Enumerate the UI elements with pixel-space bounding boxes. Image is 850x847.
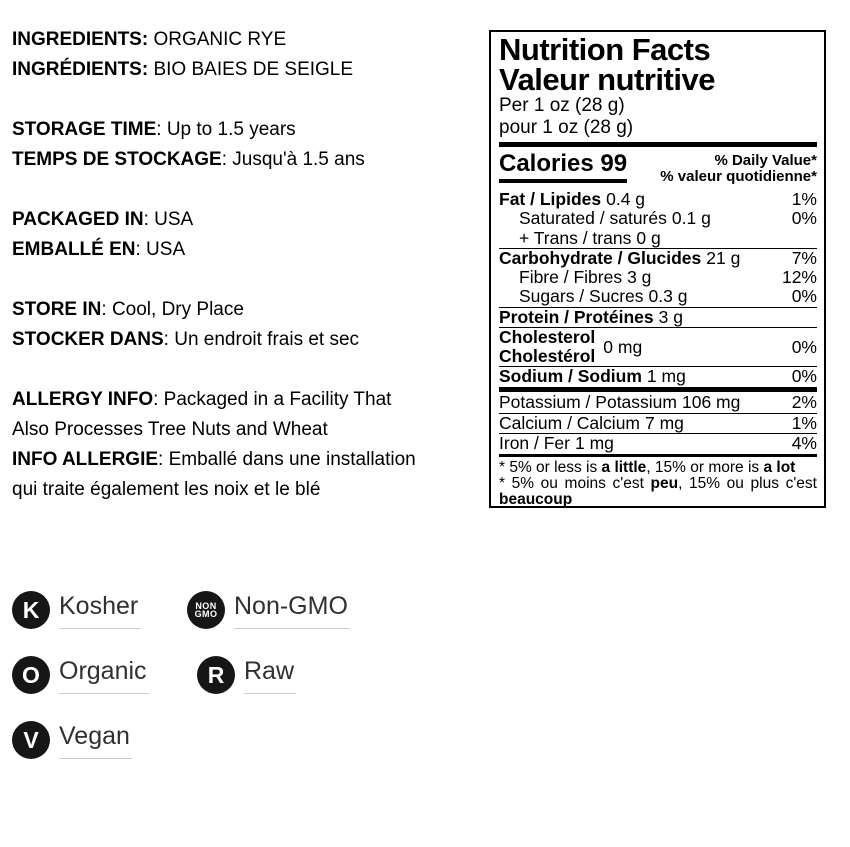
calories xyxy=(499,150,627,183)
nutrient-dv: 0% xyxy=(791,366,817,387)
divider-thick xyxy=(499,142,817,147)
ingredients-value-en: ORGANIC RYE xyxy=(148,29,287,50)
serving-size-fr: pour 1 oz (28 g) xyxy=(499,117,634,138)
ingredients-group xyxy=(12,25,480,85)
footnote-text: , 15% or more is xyxy=(646,459,764,477)
nutrient-row-sugars xyxy=(499,287,817,306)
nutrient-row-fat xyxy=(499,190,817,209)
nutrition-facts-label xyxy=(489,30,826,508)
nutrient-name: Potassium / Potassium xyxy=(499,392,677,413)
nutrient-amount: 1 mg xyxy=(646,366,686,387)
footnote-bold: peu xyxy=(650,475,679,493)
store-in-value-en: : Cool, Dry Place xyxy=(101,299,244,320)
badge-organic-label: Organic xyxy=(59,657,149,694)
nutrient-row-cholesterol xyxy=(499,328,817,366)
daily-value-header-en: % Daily Value* xyxy=(714,152,817,169)
footnote-bold: a little xyxy=(601,459,647,477)
badge-raw-label: Raw xyxy=(244,657,296,694)
organic-icon xyxy=(12,656,50,694)
nutrient-row-trans xyxy=(499,229,817,248)
product-info xyxy=(12,25,480,535)
serving-size-en: Per 1 oz (28 g) xyxy=(499,95,625,116)
nutrient-row-iron xyxy=(499,434,817,453)
nutrient-row-carbohydrate xyxy=(499,249,817,268)
nutrient-dv: 0% xyxy=(791,336,817,357)
packaged-in-value-en: : USA xyxy=(143,209,194,230)
nutrient-dv: 7% xyxy=(791,247,817,268)
nutrient-name: Saturated / saturés xyxy=(519,208,667,229)
nutrient-dv: 12% xyxy=(781,267,817,288)
nutrient-name: Carbohydrate / Glucides xyxy=(499,247,702,268)
allergy-value-en-1: : Packaged in a Facility That xyxy=(153,389,392,410)
ingredients-label-fr: INGRÉDIENTS: xyxy=(12,59,149,80)
nutrient-name: Fat / Lipides xyxy=(499,189,602,209)
allergy-line-2 xyxy=(12,415,480,445)
store-in-line-en xyxy=(12,295,480,325)
nutrient-dv: 0% xyxy=(791,286,817,307)
badge-organic xyxy=(12,656,149,694)
cholesterol-name-en: Cholesterol xyxy=(499,327,596,348)
allergy-line-1 xyxy=(12,385,480,415)
packaged-in-value-fr: : USA xyxy=(135,239,186,260)
packaged-in-label-fr: EMBALLÉ EN xyxy=(12,239,136,260)
allergy-line-4 xyxy=(12,475,480,505)
store-in-label-en: STORE IN xyxy=(12,299,102,320)
badge-vegan xyxy=(12,721,132,759)
nutrient-name: + Trans / trans xyxy=(519,227,632,248)
footnote-bold: beaucoup xyxy=(499,491,573,509)
non-gmo-icon-text xyxy=(195,602,218,618)
storage-time-line-fr xyxy=(12,145,480,175)
nutrient-amount: 0.4 g xyxy=(606,189,646,209)
badge-non-gmo-label: Non-GMO xyxy=(234,592,350,629)
daily-value-footnote xyxy=(499,460,817,508)
nutrient-amount: 3 g xyxy=(658,306,683,327)
nutrient-amount: 0 mg xyxy=(603,336,643,357)
nutrient-row-calcium xyxy=(499,414,817,433)
non-gmo-icon xyxy=(187,591,225,629)
allergy-value-en-2: Also Processes Tree Nuts and Wheat xyxy=(12,419,328,440)
packaged-in-label-en: PACKAGED IN xyxy=(12,209,144,230)
footnote-text: * 5% ou moins c'est xyxy=(499,475,651,493)
allergy-label-fr: INFO ALLERGIE xyxy=(12,449,159,470)
nutrition-title-en: Nutrition Facts xyxy=(499,32,711,67)
divider-medium xyxy=(499,454,817,457)
storage-time-value-en: : Up to 1.5 years xyxy=(156,119,296,140)
allergy-info-group xyxy=(12,385,480,505)
storage-time-label-fr: TEMPS DE STOCKAGE xyxy=(12,149,222,170)
storage-time-label-en: STORAGE TIME xyxy=(12,119,157,140)
footnote-fr xyxy=(499,476,817,508)
ingredients-line-fr xyxy=(12,55,480,85)
nutrient-dv: 4% xyxy=(791,432,817,453)
nutrient-name: Sodium / Sodium xyxy=(499,366,642,387)
badge-kosher xyxy=(12,591,140,629)
allergy-value-fr-1: : Emballé dans une installation xyxy=(158,449,416,470)
allergy-label-en: ALLERGY INFO xyxy=(12,389,154,410)
nutrient-name: Protein / Protéines xyxy=(499,306,654,327)
badge-raw xyxy=(197,656,296,694)
cholesterol-name-fr: Cholestérol xyxy=(499,346,596,367)
nutrient-name: Calcium / Calcium xyxy=(499,412,640,433)
nutrient-amount: 0.3 g xyxy=(648,286,688,307)
storage-time-group xyxy=(12,115,480,175)
ingredients-label-en: INGREDIENTS: xyxy=(12,29,149,50)
nutrient-amount: 3 g xyxy=(627,267,652,288)
nutrient-row-sodium xyxy=(499,367,817,386)
nutrient-amount: 1 mg xyxy=(575,432,614,453)
allergy-line-3 xyxy=(12,445,480,475)
kosher-icon xyxy=(12,591,50,629)
store-in-value-fr: : Un endroit frais et sec xyxy=(163,329,360,350)
nutrient-name: Sugars / Sucres xyxy=(519,286,644,307)
packaged-in-group xyxy=(12,205,480,265)
nutrient-row-potassium xyxy=(499,393,817,412)
packaged-in-line-fr xyxy=(12,235,480,265)
nutrient-dv: 1% xyxy=(791,189,817,209)
calories-row xyxy=(499,150,817,190)
raw-icon xyxy=(197,656,235,694)
calories-value: 99 xyxy=(600,150,628,177)
footnote-text: , 15% ou plus c'est xyxy=(678,475,817,493)
nutrient-row-fibre xyxy=(499,268,817,287)
ingredients-value-fr: BIO BAIES DE SEIGLE xyxy=(148,59,354,80)
badge-non-gmo xyxy=(187,591,350,629)
nutrition-title-fr: Valeur nutritive xyxy=(499,62,715,97)
badge-kosher-label: Kosher xyxy=(59,592,140,629)
calories-label: Calories xyxy=(499,150,594,177)
nutrient-amount: 7 mg xyxy=(645,412,684,433)
nutrient-name: Fibre / Fibres xyxy=(519,267,623,288)
store-in-line-fr xyxy=(12,325,480,355)
store-in-group xyxy=(12,295,480,355)
nutrient-row-protein xyxy=(499,308,817,327)
nutrient-amount: 0.1 g xyxy=(671,208,711,229)
nutrient-name: Iron / Fer xyxy=(499,432,570,453)
non-gmo-icon-line2: GMO xyxy=(194,609,218,619)
nutrient-dv: 1% xyxy=(791,412,817,433)
non-gmo-icon-line1: NON xyxy=(195,601,217,611)
nutrient-amount: 21 g xyxy=(706,247,741,268)
cholesterol-names xyxy=(499,328,595,366)
raw-icon-letter: R xyxy=(207,661,225,688)
vegan-icon xyxy=(12,721,50,759)
storage-time-line-en xyxy=(12,115,480,145)
packaged-in-line-en xyxy=(12,205,480,235)
kosher-icon-letter: K xyxy=(22,596,40,623)
footnote-en xyxy=(499,460,817,476)
vegan-icon-letter: V xyxy=(23,726,39,753)
nutrient-row-saturated xyxy=(499,209,817,228)
nutrient-dv: 0% xyxy=(791,208,817,229)
daily-value-header xyxy=(660,150,817,185)
store-in-label-fr: STOCKER DANS xyxy=(12,329,164,350)
badge-vegan-label: Vegan xyxy=(59,722,132,759)
footnote-bold: a lot xyxy=(763,459,796,477)
allergy-value-fr-2: qui traite également les noix et le blé xyxy=(12,479,321,500)
footnote-text: * 5% or less is xyxy=(499,459,602,477)
storage-time-value-fr: : Jusqu'à 1.5 ans xyxy=(221,149,365,170)
nutrient-amount: 106 mg xyxy=(681,392,741,413)
nutrient-amount: 0 g xyxy=(636,227,661,248)
daily-value-header-fr: % valeur quotidienne* xyxy=(660,168,817,185)
organic-icon-letter: O xyxy=(22,661,40,688)
nutrient-dv: 2% xyxy=(791,392,817,413)
ingredients-line-en xyxy=(12,25,480,55)
